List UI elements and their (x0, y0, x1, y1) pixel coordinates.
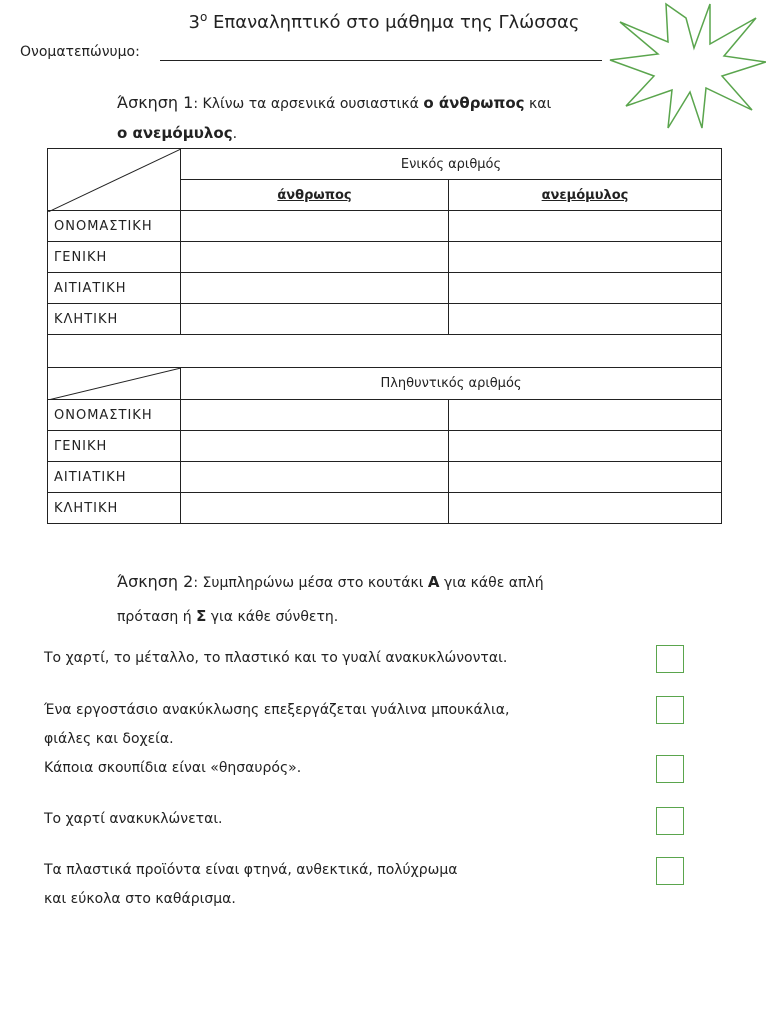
answer-cell[interactable] (181, 273, 449, 304)
answer-box-4[interactable] (656, 807, 684, 835)
column-header-anthropos: άνθρωπος (181, 180, 449, 211)
title-ordinal: ο (199, 10, 208, 24)
noun-anthropos: ο άνθρωπος (423, 94, 525, 112)
exercise1-instruction (117, 88, 637, 119)
answer-cell[interactable] (449, 304, 722, 335)
table-row (48, 400, 722, 431)
sentence-4: Το χαρτί ανακυκλώνεται. (44, 811, 223, 827)
diagonal-cell (48, 368, 181, 400)
singular-header: Ενικός αριθμός (181, 149, 722, 180)
answer-cell[interactable] (181, 242, 449, 273)
answer-cell[interactable] (181, 431, 449, 462)
exercise2-text-c: πρόταση ή (117, 609, 197, 625)
plural-header: Πληθυντικός αριθμός (181, 368, 722, 400)
sentence-2: Ένα εργοστάσιο ανακύκλωσης επεξεργάζεται γυάλινα μπουκάλια, (44, 702, 510, 718)
answer-cell[interactable] (449, 462, 722, 493)
exercise2-instruction (117, 567, 677, 598)
case-label: ΓΕΝΙΚΗ (48, 431, 181, 462)
answer-cell[interactable] (449, 400, 722, 431)
table-row (48, 431, 722, 462)
column-header-anemomylos: ανεμόμυλος (449, 180, 722, 211)
name-input-line[interactable] (160, 60, 602, 61)
answer-cell[interactable] (181, 493, 449, 524)
exercise1-text-b: και (524, 96, 552, 112)
table-row (48, 462, 722, 493)
exercise2-text-a: : Συμπληρώνω μέσα στο κουτάκι (193, 575, 428, 591)
answer-cell[interactable] (181, 304, 449, 335)
singular-table (47, 148, 722, 524)
sentence-5: Τα πλαστικά προϊόντα είναι φτηνά, ανθεκτικά, πολύχρωμα (44, 862, 458, 878)
answer-cell[interactable] (181, 211, 449, 242)
exercise1-text-end: . (232, 126, 238, 142)
case-label: ΚΛΗΤΙΚΗ (48, 493, 181, 524)
sentence-5-cont: και εύκολα στο καθάρισμα. (44, 891, 236, 907)
answer-cell[interactable] (449, 493, 722, 524)
answer-box-3[interactable] (656, 755, 684, 783)
exercise2-instruction-line2 (117, 601, 338, 632)
title-number: 3 (188, 12, 200, 33)
table-row (48, 242, 722, 273)
exercise2-text-d: για κάθε σύνθετη. (206, 609, 339, 625)
answer-cell[interactable] (449, 211, 722, 242)
answer-cell[interactable] (181, 462, 449, 493)
title-text: Επαναληπτικό στο μάθημα της Γλώσσας (213, 12, 580, 33)
table-row (48, 304, 722, 335)
letter-a: Α (427, 573, 440, 591)
exercise1-text-a: : Κλίνω τα αρσενικά ουσιαστικά (193, 96, 424, 112)
exercise1-instruction-line2 (117, 118, 237, 149)
name-label: Ονοματεπώνυμο: (20, 44, 140, 60)
diagonal-cell (48, 149, 181, 211)
case-label: ΓΕΝΙΚΗ (48, 242, 181, 273)
table-row (48, 211, 722, 242)
sentence-1: Το χαρτί, το μέταλλο, το πλαστικό και το γυαλί ανακυκλώνονται. (44, 650, 508, 666)
sentence-3: Κάποια σκουπίδια είναι «θησαυρός». (44, 760, 302, 776)
case-label: ΟΝΟΜΑΣΤΙΚΗ (48, 211, 181, 242)
case-label: ΚΛΗΤΙΚΗ (48, 304, 181, 335)
answer-cell[interactable] (449, 242, 722, 273)
spacer-row (48, 335, 722, 368)
answer-box-1[interactable] (656, 645, 684, 673)
noun-anemomylos: ο ανεμόμυλος (117, 124, 233, 142)
case-label: ΑΙΤΙΑΤΙΚΗ (48, 273, 181, 304)
answer-cell[interactable] (449, 431, 722, 462)
table-row (48, 493, 722, 524)
answer-cell[interactable] (449, 273, 722, 304)
case-label: ΟΝΟΜΑΣΤΙΚΗ (48, 400, 181, 431)
case-label: ΑΙΤΙΑΤΙΚΗ (48, 462, 181, 493)
exercise2-label: Άσκηση 2 (117, 572, 194, 591)
answer-box-5[interactable] (656, 857, 684, 885)
exercise2-text-b: για κάθε απλή (439, 575, 544, 591)
table-row (48, 273, 722, 304)
exercise1-label: Άσκηση 1 (117, 93, 194, 112)
sentence-2-cont: φιάλες και δοχεία. (44, 731, 174, 747)
answer-box-2[interactable] (656, 696, 684, 724)
letter-s: Σ (196, 607, 207, 625)
answer-cell[interactable] (181, 400, 449, 431)
